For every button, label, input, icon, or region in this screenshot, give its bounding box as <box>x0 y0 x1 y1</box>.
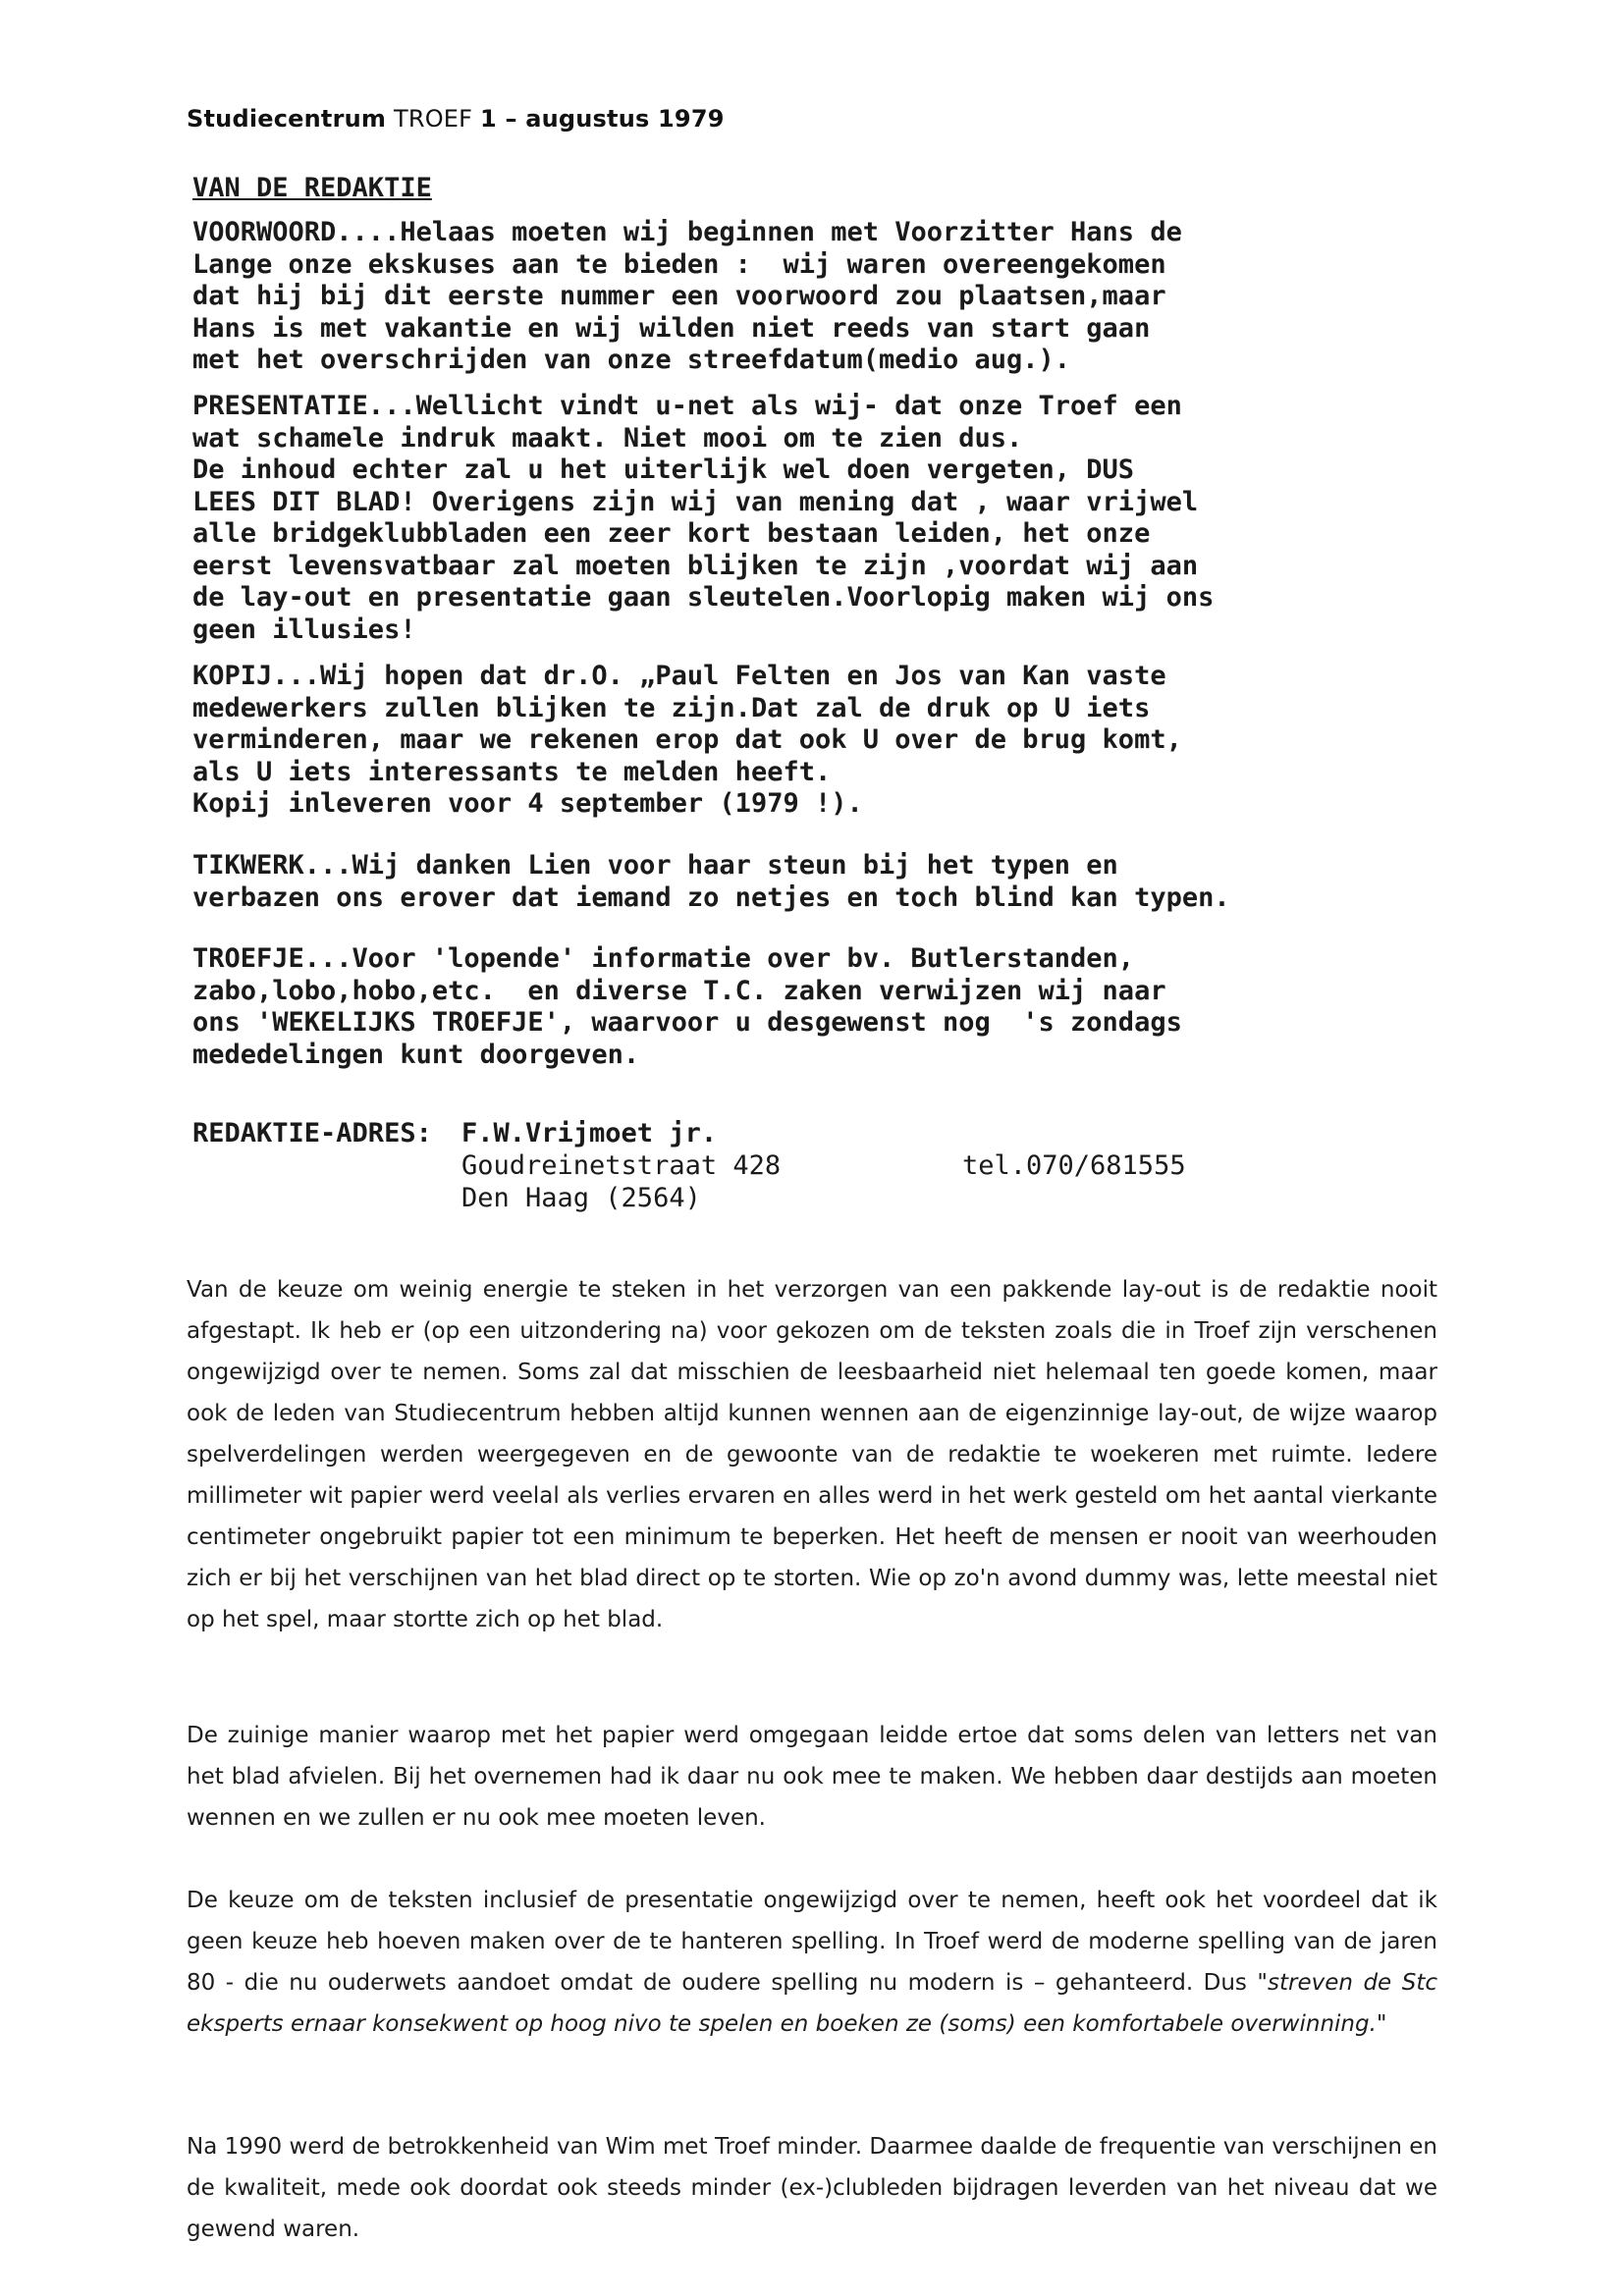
address-city: Den Haag (2564) <box>461 1183 701 1213</box>
paragraph-voorwoord: VOORWOORD....Helaas moeten wij beginnen met Voorzitter Hans de Lange onze ekskuses aan te bieden : wij waren overeengekomen dat hij bij dit eerste nummer een voorwoord zou plaatsen,maar Hans is met vakantie en wij wilden niet reeds van start gaan met het overschrijden van onze streefdatum(medio aug.). <box>192 217 1182 375</box>
address-phone: tel.070/681555 <box>962 1150 1186 1181</box>
p3-text: De keuze om de teksten inclusief de presentatie ongewijzigd over te nemen, heeft ook het voordeel dat ik geen keuze heb hoeven maken over de te hanteren spelling. In Troef werd de moderne spelling van de jaren 80 - die nu ouderwets aandoet omdat de oudere spelling nu modern is – gehanteerd. Dus " <box>187 1888 1437 1996</box>
header-troef: TROEF <box>386 105 480 133</box>
header-studiecentrum: Studiecentrum <box>187 105 387 133</box>
address-name: F.W.Vrijmoet jr. <box>461 1118 718 1148</box>
body-text <box>187 1269 1437 1640</box>
page-header <box>187 105 725 133</box>
body-paragraph-1: Van de keuze om weinig energie te steken in het verzorgen van een pakkende lay-out is de redaktie nooit afgestapt. Ik heb er (op een uitzondering na) voor gekozen om de teksten zoals die in Troef zijn verschenen ongewijzigd over te nemen. Soms zal dat misschien de leesbaarheid niet helemaal ten goede komen, maar ook de leden van Studiecentrum hebben altijd kunnen wennen aan de eigenzinnige lay-out, de wijze waarop spelverdelingen werden weergegeven en de gewoonte van de redaktie te woekeren met ruimte. Iedere millimeter wit papier werd veelal als verlies ervaren en alles werd in het werk gesteld om het aantal vierkante centimeter ongebruikt papier tot een minimum te beperken. Het heeft de mensen er nooit van weerhouden zich er bij het verschijnen van het blad direct op te storten. Wie op zo'n avond dummy was, lette meestal niet op het spel, maar stortte zich op het blad. <box>187 1277 1437 1632</box>
body-paragraph-3 <box>187 1880 1437 2045</box>
body-paragraph-2: De zuinige manier waarop met het papier werd omgegaan leidde ertoe dat soms delen van letters net van het blad afvielen. Bij het overnemen had ik daar nu ook mee te maken. We hebben daar destijds aan moeten wennen en we zullen er nu ook mee moeten leven. <box>187 1723 1437 1831</box>
body-text-4 <box>187 2126 1437 2250</box>
address-label: REDAKTIE-ADRES: <box>192 1118 432 1148</box>
paragraph-tikwerk: TIKWERK...Wij danken Lien voor haar steun bij het typen en verbazen ons erover dat iemand zo netjes en toch blind kan typen. <box>192 850 1230 913</box>
p3-close: " <box>1376 2011 1387 2037</box>
p3-quote: streven de Stc eksperts ernaar konsekwent op hoog nivo te spelen en boeken ze (soms) een komfortabele overwinning. <box>187 1970 1437 2037</box>
body-paragraph-4: Na 1990 werd de betrokkenheid van Wim met Troef minder. Daarmee daalde de frequentie van verschijnen en de kwaliteit, mede ook doordat ook steeds minder (ex-)clubleden bijdragen leverden van het niveau dat we gewend waren. <box>187 2134 1437 2242</box>
paragraph-kopij: KOPIJ...Wij hopen dat dr.O. „Paul Felten en Jos van Kan vaste medewerkers zullen blijken te zijn.Dat zal de druk op U iets verminderen, maar we rekenen erop dat ook U over de brug komt, als U iets interessants te melden heeft. Kopij inleveren voor 4 september (1979 !). <box>192 661 1182 819</box>
paragraph-troefje: TROEFJE...Voor 'lopende' informatie over bv. Butlerstanden, zabo,lobo,hobo,etc. en diverse T.C. zaken verwijzen wij naar ons 'WEKELIJKS TROEFJE', waarvoor u desgewenst nog 's zondags mededelingen kunt doorgeven. <box>192 943 1182 1070</box>
typed-heading: VAN DE REDAKTIE <box>192 173 432 203</box>
header-issue: 1 – augustus 1979 <box>479 105 725 133</box>
body-text-2 <box>187 1715 1437 1839</box>
body-text-3 <box>187 1880 1437 2045</box>
address-street: Goudreinetstraat 428 <box>461 1150 782 1181</box>
paragraph-presentatie: PRESENTATIE...Wellicht vindt u-net als wij- dat onze Troef een wat schamele indruk maakt. Niet mooi om te zien dus. De inhoud echter zal u het uiterlijk wel doen vergeten, DUS LEES DIT BLAD! Overigens zijn wij van mening dat , waar vrijwel alle bridgeklubbladen een zeer kort bestaan leiden, het onze eerst levensvatbaar zal moeten blijken te zijn ,voordat wij aan de lay-out en presentatie gaan sleutelen.Voorlopig maken wij ons geen illusies! <box>192 391 1215 645</box>
